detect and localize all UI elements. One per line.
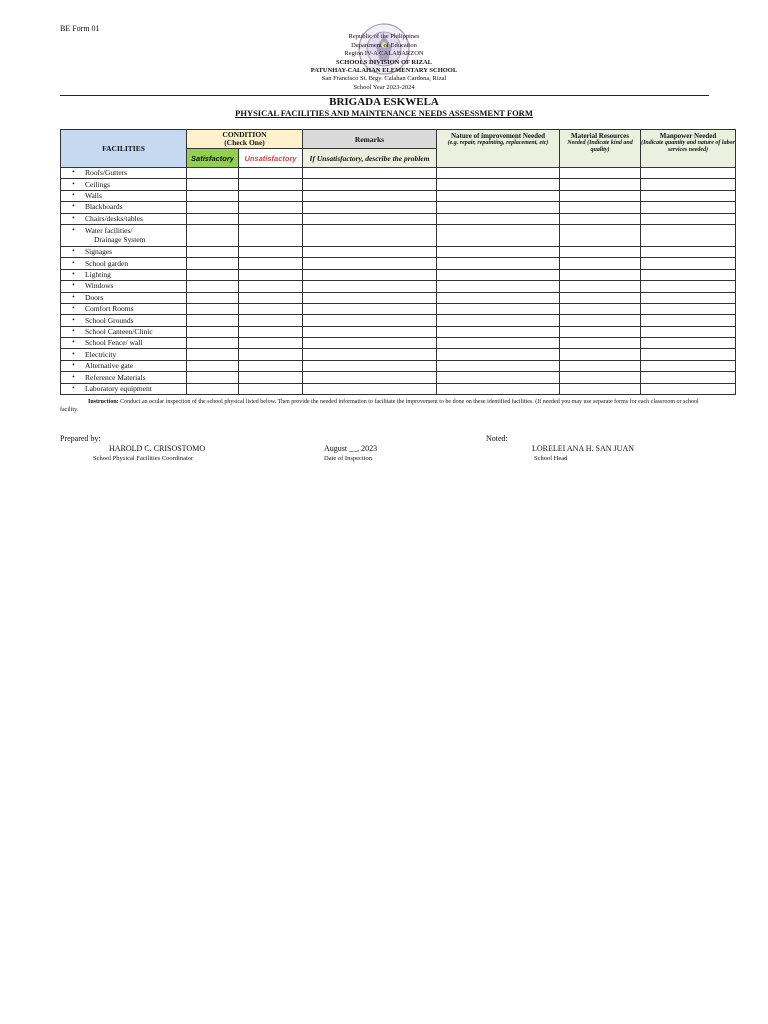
remarks-header: Remarks: [303, 130, 437, 149]
facility-cell: [61, 179, 187, 190]
header-school: PATUNHAY-CALAHAN ELEMENTARY SCHOOL: [310, 67, 458, 74]
satisfactory-cell[interactable]: [187, 258, 239, 269]
prepared-by-label: Prepared by:: [60, 434, 101, 443]
table-row: [61, 349, 736, 360]
satisfactory-cell[interactable]: [187, 338, 239, 349]
condition-header: CONDITION (Check One): [187, 130, 303, 149]
table-row: [61, 168, 736, 179]
table-row: [61, 292, 736, 303]
manpower-cell[interactable]: [641, 372, 736, 383]
facility-cell: [61, 281, 187, 292]
facility-label: Walls: [85, 191, 102, 201]
table-row: [61, 303, 736, 314]
bullet-icon: •: [72, 327, 75, 335]
manpower-cell[interactable]: [641, 292, 736, 303]
facility-cell: [61, 360, 187, 371]
material-cell[interactable]: [560, 303, 641, 314]
bullet-icon: •: [72, 247, 75, 256]
form-title: BRIGADA ESKWELA: [329, 96, 439, 108]
facility-label: Signages: [85, 247, 113, 257]
satisfactory-cell[interactable]: [187, 224, 239, 246]
remarks-cell[interactable]: [303, 303, 437, 314]
form-subtitle: PHYSICAL FACILITIES AND MAINTENANCE NEEDS ASSESSMENT FORM: [235, 108, 533, 118]
facility-label: Laboratory equipment: [85, 383, 152, 393]
unsatisfactory-cell[interactable]: [239, 269, 303, 280]
unsatisfactory-cell[interactable]: [239, 179, 303, 190]
inspection-date: August __, 2023: [324, 444, 378, 453]
material-cell[interactable]: [560, 372, 641, 383]
manpower-cell[interactable]: [641, 246, 736, 257]
material-cell[interactable]: [560, 349, 641, 360]
table-row: [61, 383, 736, 394]
facility-cell: [61, 372, 187, 383]
header-division: SCHOOLS DIVISION OF RIZAL: [335, 59, 433, 66]
header-region: Region IV-A CALABARZON: [344, 50, 424, 57]
remarks-cell[interactable]: [303, 292, 437, 303]
facility-label: School Canteen/Clinic: [85, 327, 153, 336]
manpower-cell[interactable]: [641, 349, 736, 360]
improvement-cell[interactable]: [437, 202, 560, 213]
unsatisfactory-cell[interactable]: [239, 383, 303, 394]
table-row: [61, 315, 736, 326]
improvement-cell[interactable]: [437, 179, 560, 190]
manpower-cell[interactable]: [641, 224, 736, 246]
bullet-icon: •: [72, 225, 75, 234]
manpower-cell[interactable]: [641, 258, 736, 269]
bullet-icon: •: [72, 258, 75, 267]
remarks-cell[interactable]: [303, 338, 437, 349]
manpower-cell[interactable]: [641, 190, 736, 201]
material-cell[interactable]: [560, 258, 641, 269]
unsatisfactory-cell[interactable]: [239, 281, 303, 292]
satisfactory-cell[interactable]: [187, 326, 239, 337]
facility-cell: [61, 338, 187, 349]
remarks-cell[interactable]: [303, 360, 437, 371]
material-cell[interactable]: [560, 179, 641, 190]
table-row: [61, 258, 736, 269]
remarks-cell[interactable]: [303, 372, 437, 383]
unsatisfactory-cell[interactable]: [239, 246, 303, 257]
material-cell[interactable]: [560, 360, 641, 371]
improvement-cell[interactable]: [437, 168, 560, 179]
bullet-icon: •: [72, 361, 75, 370]
improvement-cell[interactable]: [437, 303, 560, 314]
satisfactory-cell[interactable]: [187, 360, 239, 371]
table-row: [61, 281, 736, 292]
improvement-cell[interactable]: [437, 190, 560, 201]
bullet-icon: •: [72, 191, 75, 200]
material-cell[interactable]: [560, 168, 641, 179]
table-row: [61, 213, 736, 224]
facility-cell: [61, 246, 187, 257]
header-address: San Francisco St. Brgy. Calahan Cardona, Rizal: [321, 75, 447, 82]
improvement-cell[interactable]: [437, 213, 560, 224]
unsatisfactory-cell[interactable]: [239, 372, 303, 383]
unsatisfactory-cell[interactable]: [239, 360, 303, 371]
manpower-cell[interactable]: [641, 281, 736, 292]
facility-cell: [61, 213, 187, 224]
bullet-icon: •: [72, 383, 75, 392]
facility-label: Windows: [85, 281, 114, 291]
bullet-icon: •: [72, 304, 75, 313]
manpower-cell[interactable]: [641, 269, 736, 280]
improvement-cell[interactable]: [437, 360, 560, 371]
material-cell[interactable]: [560, 246, 641, 257]
manpower-cell[interactable]: [641, 303, 736, 314]
preparer-name: HAROLD C. CRISOSTOMO: [109, 444, 206, 453]
school-head-name: LORELEI ANA H. SAN JUAN: [532, 444, 634, 453]
manpower-cell[interactable]: [641, 202, 736, 213]
improvement-cell[interactable]: [437, 326, 560, 337]
bullet-icon: •: [72, 292, 75, 301]
unsatisfactory-cell[interactable]: [239, 326, 303, 337]
material-cell[interactable]: [560, 281, 641, 292]
bullet-icon: •: [72, 213, 75, 222]
facility-cell: [61, 315, 187, 326]
improvement-cell[interactable]: [437, 372, 560, 383]
material-cell[interactable]: [560, 383, 641, 394]
manpower-cell[interactable]: [641, 168, 736, 179]
facility-label: Chairs/desks/tables: [85, 213, 143, 223]
table-row: [61, 224, 736, 246]
table-row: [61, 269, 736, 280]
material-cell[interactable]: [560, 213, 641, 224]
facility-cell: [61, 202, 187, 213]
facility-label: Comfort Rooms: [85, 304, 134, 314]
improvement-header: Nature of improvement Needed (e.g. repair, repainting, replacement, etc): [437, 130, 560, 168]
improvement-cell[interactable]: [437, 292, 560, 303]
manpower-header: Manpower Needed (Indicate quantity and nature of labor services needed): [641, 130, 736, 168]
table-row: [61, 202, 736, 213]
table-row: [61, 372, 736, 383]
facility-label: Lighting: [85, 270, 111, 280]
satisfactory-cell[interactable]: [187, 190, 239, 201]
header-school-year: School Year 2023-2024: [353, 84, 415, 91]
satisfactory-cell[interactable]: [187, 349, 239, 360]
satisfactory-cell[interactable]: [187, 168, 239, 179]
facility-cell: [61, 168, 187, 179]
remarks-cell[interactable]: [303, 281, 437, 292]
table-row: [61, 179, 736, 190]
remarks-cell[interactable]: [303, 326, 437, 337]
satisfactory-header: Satisfactory: [187, 149, 239, 168]
satisfactory-cell[interactable]: [187, 179, 239, 190]
facility-label: Ceilings: [85, 179, 111, 189]
remarks-cell[interactable]: [303, 190, 437, 201]
improvement-cell[interactable]: [437, 315, 560, 326]
table-row: [61, 338, 736, 349]
unsatisfactory-cell[interactable]: [239, 224, 303, 246]
facility-label: Roofs/Gutters: [85, 168, 128, 178]
remarks-cell[interactable]: [303, 315, 437, 326]
remarks-cell[interactable]: [303, 349, 437, 360]
satisfactory-cell[interactable]: [187, 303, 239, 314]
remarks-cell[interactable]: [303, 179, 437, 190]
instruction-text: Instruction: Conduct an ocular inspection of the school physical listed below. Then provide the needed information to facilitate the improvement to be done on these identified facilities. (If needed you may use separate forms for each classroom or school facility.: [60, 399, 699, 414]
table-row: [61, 360, 736, 371]
unsatisfactory-cell[interactable]: [239, 202, 303, 213]
unsatisfactory-cell[interactable]: [239, 315, 303, 326]
unsatisfactory-header: Unsatisfactory: [239, 149, 303, 168]
bullet-icon: •: [72, 168, 75, 177]
facility-cell: [61, 258, 187, 269]
preparer-title: School Physical Facilities Coordinator: [93, 455, 194, 462]
facility-cell: [61, 190, 187, 201]
manpower-cell[interactable]: [641, 360, 736, 371]
material-cell[interactable]: [560, 315, 641, 326]
facilities-header: FACILITIES: [61, 130, 187, 168]
bullet-icon: •: [72, 179, 75, 188]
facility-cell: [61, 269, 187, 280]
facility-label: Water facilities/ Drainage System: [85, 225, 146, 245]
facility-label: School Grounds: [85, 315, 134, 325]
facility-label: Reference Materials: [85, 372, 146, 382]
satisfactory-cell[interactable]: [187, 202, 239, 213]
unsatisfactory-cell[interactable]: [239, 190, 303, 201]
bullet-icon: •: [72, 281, 75, 290]
material-cell[interactable]: [560, 338, 641, 349]
material-header: Material Resources Needed (Indicate kind and quality): [560, 130, 641, 168]
facility-label: Electricity: [85, 349, 117, 359]
unsatisfactory-cell[interactable]: [239, 303, 303, 314]
facility-cell: [61, 292, 187, 303]
instruction-label: Instruction:: [88, 399, 119, 405]
unsatisfactory-cell[interactable]: [239, 338, 303, 349]
unsatisfactory-cell[interactable]: [239, 168, 303, 179]
manpower-cell[interactable]: [641, 326, 736, 337]
facility-label: School Fence/ wall: [85, 338, 143, 348]
improvement-cell[interactable]: [437, 281, 560, 292]
satisfactory-cell[interactable]: [187, 372, 239, 383]
remarks-cell[interactable]: [303, 213, 437, 224]
manpower-cell[interactable]: [641, 338, 736, 349]
satisfactory-cell[interactable]: [187, 383, 239, 394]
manpower-cell[interactable]: [641, 213, 736, 224]
unsatisfactory-cell[interactable]: [239, 292, 303, 303]
remarks-cell[interactable]: [303, 258, 437, 269]
header-republic: Republic of the Philippines: [348, 33, 420, 40]
bullet-icon: •: [72, 202, 75, 211]
remarks-cell[interactable]: [303, 246, 437, 257]
bullet-icon: •: [72, 270, 75, 279]
improvement-cell[interactable]: [437, 224, 560, 246]
bullet-icon: •: [72, 315, 75, 324]
manpower-cell[interactable]: [641, 383, 736, 394]
bullet-icon: •: [72, 349, 75, 358]
material-cell[interactable]: [560, 224, 641, 246]
manpower-cell[interactable]: [641, 315, 736, 326]
facility-label: Blackboards: [85, 202, 123, 212]
material-cell[interactable]: [560, 326, 641, 337]
improvement-cell[interactable]: [437, 269, 560, 280]
assessment-table: [60, 129, 736, 395]
material-cell[interactable]: [560, 292, 641, 303]
table-row: [61, 190, 736, 201]
unsatisfactory-cell[interactable]: [239, 258, 303, 269]
satisfactory-cell[interactable]: [187, 213, 239, 224]
remarks-cell[interactable]: [303, 202, 437, 213]
remarks-cell[interactable]: [303, 383, 437, 394]
manpower-cell[interactable]: [641, 179, 736, 190]
inspection-date-label: Date of Inspection: [324, 455, 373, 462]
improvement-cell[interactable]: [437, 349, 560, 360]
remarks-cell[interactable]: [303, 269, 437, 280]
improvement-cell[interactable]: [437, 338, 560, 349]
satisfactory-cell[interactable]: [187, 246, 239, 257]
material-cell[interactable]: [560, 202, 641, 213]
improvement-cell[interactable]: [437, 246, 560, 257]
remarks-cell[interactable]: [303, 224, 437, 246]
satisfactory-cell[interactable]: [187, 292, 239, 303]
remarks-subheader: If Unsatisfactory, describe the problem: [303, 149, 437, 168]
unsatisfactory-cell[interactable]: [239, 349, 303, 360]
improvement-cell[interactable]: [437, 383, 560, 394]
satisfactory-cell[interactable]: [187, 315, 239, 326]
facility-cell: [61, 383, 187, 394]
bullet-icon: •: [72, 338, 75, 347]
table-row: [61, 326, 736, 337]
material-cell[interactable]: [560, 190, 641, 201]
facility-cell: [61, 349, 187, 360]
school-head-title: School Head: [534, 455, 568, 462]
noted-label: Noted:: [486, 434, 508, 443]
form-code: BE Form 01: [60, 24, 100, 33]
facility-label: School garden: [85, 258, 129, 268]
satisfactory-cell[interactable]: [187, 269, 239, 280]
header-department: Department of Education: [351, 42, 417, 49]
bullet-icon: •: [72, 372, 75, 381]
improvement-cell[interactable]: [437, 258, 560, 269]
facility-label: Alternative gate: [85, 361, 134, 371]
facility-cell: [61, 303, 187, 314]
facility-cell: [61, 224, 187, 246]
material-cell[interactable]: [560, 269, 641, 280]
satisfactory-cell[interactable]: [187, 281, 239, 292]
unsatisfactory-cell[interactable]: [239, 213, 303, 224]
facility-label: Doors: [85, 292, 104, 302]
table-row: [61, 246, 736, 257]
facility-cell: [61, 326, 187, 337]
remarks-cell[interactable]: [303, 168, 437, 179]
